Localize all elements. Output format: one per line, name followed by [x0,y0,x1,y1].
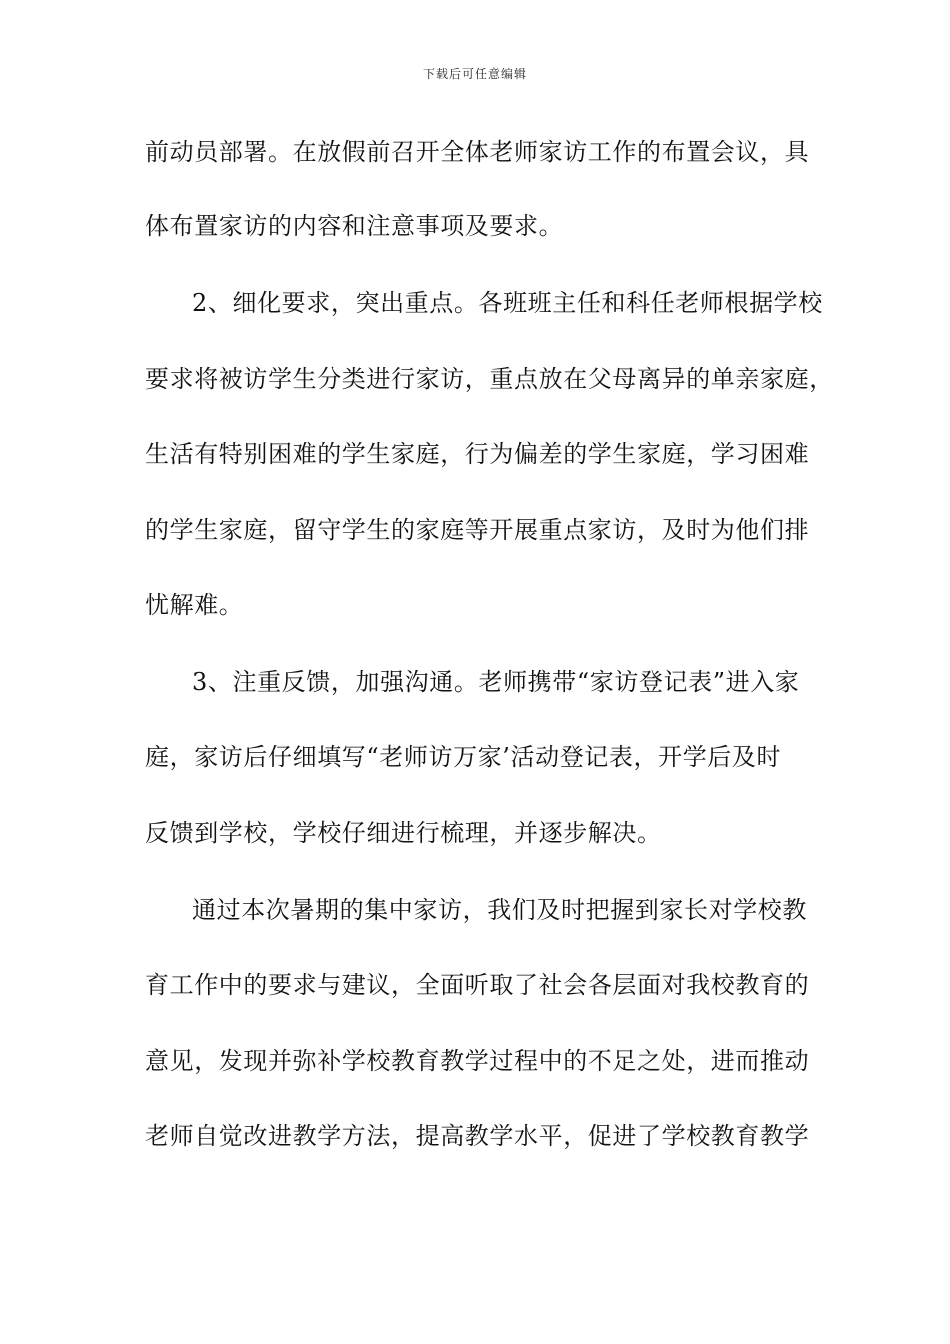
paragraph-line: 要求将被访学生分类进行家访，重点放在父母离异的单亲家庭， [145,365,834,393]
paragraph-line: 忧解难。 [145,591,244,619]
page-header: 下载后可任意编辑 [422,67,527,81]
paragraph-line: 老师自觉改进教学方法，提高教学水平，促进了学校教育教学 [145,1122,810,1150]
paragraph-line: 反馈到学校，学校仔细进行梳理，并逐步解决。 [145,819,662,847]
paragraph-line: 意见，发现并弥补学校教育教学过程中的不足之处，进而推动 [145,1047,810,1075]
paragraph-line: 庭，家访后仔细填写“老师访万家’活动登记表，开学后及时 [145,743,782,771]
paragraph-line: 育工作中的要求与建议，全面听取了社会各层面对我校教育的 [145,971,810,999]
paragraph-line: 体布置家访的内容和注意事项及要求。 [145,212,564,240]
paragraph-line: 前动员部署。在放假前召开全体老师家访工作的布置会议，具 [145,138,810,166]
paragraph-line: 通过本次暑期的集中家访，我们及时把握到家长对学校教 [192,896,807,924]
paragraph-line: 2、细化要求，突出重点。各班班主任和科任老师根据学校 [192,289,823,317]
paragraph-line: 生活有特别困难的学生家庭，行为偏差的学生家庭，学习困难 [145,440,810,468]
paragraph-line: 的学生家庭，留守学生的家庭等开展重点家访，及时为他们排 [145,516,810,544]
paragraph-line: 3、注重反馈，加强沟通。老师携带“家访登记表”进入家 [192,668,800,696]
